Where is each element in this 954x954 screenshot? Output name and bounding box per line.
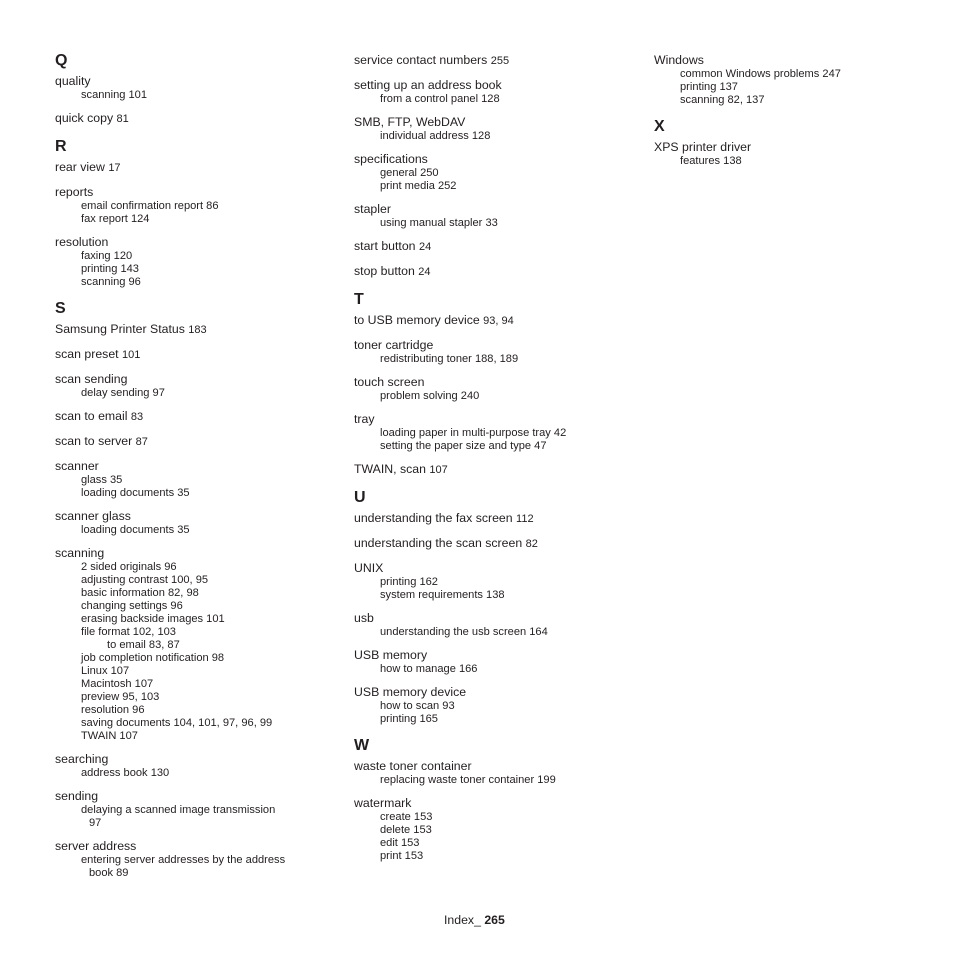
subentry-text: changing settings 96 xyxy=(81,600,183,612)
section-letter: X xyxy=(654,118,665,135)
index-term-line xyxy=(354,647,624,663)
index-term-line xyxy=(354,52,624,69)
index-term: stop button xyxy=(354,264,415,278)
page-ref: 24 xyxy=(418,266,431,278)
subentry-text: entering server addresses by the address xyxy=(81,854,286,866)
subentry-text: common Windows problems 247 xyxy=(680,68,841,80)
index-term: scan sending xyxy=(55,372,128,386)
index-term-line xyxy=(354,263,624,280)
index-term-line xyxy=(55,458,325,474)
index-term: watermark xyxy=(354,796,412,810)
page-ref: 183 xyxy=(188,324,207,336)
index-entry xyxy=(55,458,325,500)
subentry-text: loading documents 35 xyxy=(81,487,190,499)
index-entry xyxy=(354,647,624,676)
subentry-text: print media 252 xyxy=(380,180,457,192)
index-term-line xyxy=(354,77,624,93)
index-term-line xyxy=(55,545,325,561)
index-term: specifications xyxy=(354,152,428,166)
subentry-text: to email 83, 87 xyxy=(107,639,180,651)
index-subentry xyxy=(354,837,624,850)
index-term: start button xyxy=(354,239,416,253)
index-term: scan preset xyxy=(55,347,119,361)
index-entry xyxy=(55,371,325,400)
index-subentry xyxy=(354,576,624,589)
index-term: understanding the fax screen xyxy=(354,511,513,525)
subentry-text: printing 165 xyxy=(380,713,438,725)
index-term-line xyxy=(354,151,624,167)
footer-label: Index_ xyxy=(444,913,481,927)
index-term-line xyxy=(654,139,924,155)
subentry-text: loading documents 35 xyxy=(81,524,190,536)
index-subentry xyxy=(654,155,924,168)
index-term-line xyxy=(55,184,325,200)
subentry-text: 2 sided originals 96 xyxy=(81,561,177,573)
index-term: usb xyxy=(354,611,374,625)
index-entry xyxy=(55,184,325,226)
index-term: TWAIN, scan xyxy=(354,462,426,476)
page-ref: 17 xyxy=(108,162,121,174)
page-ref: 81 xyxy=(116,113,129,125)
index-entry xyxy=(55,346,325,363)
section-letter: U xyxy=(354,489,366,506)
index-term-line xyxy=(654,52,924,68)
index-term-line xyxy=(55,788,325,804)
subentry-text: fax report 124 xyxy=(81,213,150,225)
subentry-text: file format 102, 103 xyxy=(81,626,176,638)
index-subentry xyxy=(354,180,624,193)
index-subentry xyxy=(354,850,624,863)
index-term: sending xyxy=(55,789,99,803)
subentry-text: print 153 xyxy=(380,850,424,862)
index-term: scan to server xyxy=(55,434,133,448)
index-column-3 xyxy=(654,52,924,176)
index-term-line xyxy=(55,110,325,127)
index-entry xyxy=(354,684,624,726)
index-entry xyxy=(354,201,624,230)
index-subentry xyxy=(654,68,924,81)
subentry-text: address book 130 xyxy=(81,767,170,779)
page-ref: 87 xyxy=(135,436,148,448)
index-entry xyxy=(354,411,624,453)
subentry-text: Macintosh 107 xyxy=(81,678,154,690)
index-subentry xyxy=(654,94,924,107)
index-subentry xyxy=(354,217,624,230)
section-letter: S xyxy=(55,300,66,317)
index-entry xyxy=(55,433,325,450)
page-ref: 82 xyxy=(525,538,538,550)
section-letter: T xyxy=(354,291,364,308)
index-subentry xyxy=(55,804,325,830)
index-term: scanning xyxy=(55,546,105,560)
subentry-text: from a control panel 128 xyxy=(380,93,500,105)
index-subentry xyxy=(55,717,325,730)
index-term-line xyxy=(354,337,624,353)
index-subentry xyxy=(55,652,325,665)
index-entry xyxy=(354,52,624,69)
page-footer xyxy=(444,913,505,927)
subentry-text: replacing waste toner container 199 xyxy=(380,774,556,786)
subentry-text: erasing backside images 101 xyxy=(81,613,225,625)
subentry-text: saving documents 104, 101, 97, 96, 99 xyxy=(81,717,273,729)
index-term-line xyxy=(55,508,325,524)
page-ref: 101 xyxy=(122,349,141,361)
subentry-text: delay sending 97 xyxy=(81,387,165,399)
subentry-text: scanning 82, 137 xyxy=(680,94,765,106)
index-entry xyxy=(354,560,624,602)
index-term-line xyxy=(354,374,624,390)
index-entry xyxy=(354,461,624,478)
index-entry xyxy=(354,263,624,280)
index-term: waste toner container xyxy=(354,759,472,773)
index-entry xyxy=(354,610,624,639)
index-term: service contact numbers xyxy=(354,53,488,67)
index-subentry xyxy=(354,811,624,824)
index-entry xyxy=(55,508,325,537)
index-entry xyxy=(55,751,325,780)
page-ref: 107 xyxy=(429,464,448,476)
index-subentry xyxy=(354,427,624,440)
index-term-line xyxy=(55,408,325,425)
index-term-line xyxy=(354,411,624,427)
index-subentry xyxy=(55,587,325,600)
index-term: rear view xyxy=(55,160,105,174)
page-ref: 255 xyxy=(490,55,510,67)
subentry-text: printing 143 xyxy=(81,263,139,275)
index-entry xyxy=(354,758,624,787)
index-subentry xyxy=(354,93,624,106)
index-entry xyxy=(354,510,624,527)
index-term: to USB memory device xyxy=(354,313,480,327)
index-subentry xyxy=(354,824,624,837)
index-term: quality xyxy=(55,74,91,88)
index-entry xyxy=(55,408,325,425)
index-subentry xyxy=(354,663,624,676)
index-subentry xyxy=(354,440,624,453)
index-subentry xyxy=(654,81,924,94)
subentry-text: preview 95, 103 xyxy=(81,691,160,703)
index-entry xyxy=(354,151,624,193)
index-entry xyxy=(354,114,624,143)
index-subentry xyxy=(55,263,325,276)
index-entry xyxy=(55,159,325,176)
index-term: quick copy xyxy=(55,111,114,125)
index-term: Samsung Printer Status xyxy=(55,322,185,336)
index-term-line xyxy=(55,73,325,89)
subentry-text: adjusting contrast 100, 95 xyxy=(81,574,209,586)
index-term-line xyxy=(354,510,624,527)
index-subentry xyxy=(55,574,325,587)
index-entry xyxy=(55,321,325,338)
subentry-text: individual address 128 xyxy=(380,130,491,142)
index-entry xyxy=(55,73,325,102)
section-letter: R xyxy=(55,138,67,155)
index-term-line xyxy=(55,371,325,387)
index-term: setting up an address book xyxy=(354,78,502,92)
index-term: understanding the scan screen xyxy=(354,536,523,550)
index-subentry xyxy=(354,700,624,713)
index-subentry xyxy=(55,561,325,574)
subentry-text: how to scan 93 xyxy=(380,700,455,712)
index-subentry xyxy=(55,639,325,652)
index-term-line xyxy=(354,535,624,552)
index-term-line xyxy=(354,610,624,626)
index-term-line xyxy=(354,795,624,811)
subentry-text: faxing 120 xyxy=(81,250,133,262)
index-term-line xyxy=(354,560,624,576)
index-entry xyxy=(354,238,624,255)
index-term-line xyxy=(354,758,624,774)
index-entry xyxy=(354,535,624,552)
subentry-text: job completion notification 98 xyxy=(81,652,225,664)
index-entry xyxy=(55,788,325,830)
subentry-text: resolution 96 xyxy=(81,704,145,716)
subentry-continuation: 97 xyxy=(89,817,102,829)
index-entry xyxy=(55,110,325,127)
section-letter: W xyxy=(354,737,370,754)
subentry-continuation: book 89 xyxy=(89,867,129,879)
subentry-text: scanning 96 xyxy=(81,276,141,288)
index-term: searching xyxy=(55,752,109,766)
index-subentry xyxy=(55,387,325,400)
index-subentry xyxy=(55,200,325,213)
index-term-line xyxy=(55,751,325,767)
index-subentry xyxy=(55,691,325,704)
index-entry xyxy=(55,234,325,289)
index-term: server address xyxy=(55,839,137,853)
index-entry xyxy=(55,545,325,743)
index-term-line xyxy=(354,238,624,255)
subentry-text: delaying a scanned image transmission xyxy=(81,804,276,816)
index-subentry xyxy=(354,390,624,403)
index-subentry xyxy=(55,767,325,780)
index-term: stapler xyxy=(354,202,391,216)
subentry-text: delete 153 xyxy=(380,824,432,836)
index-term-line xyxy=(55,346,325,363)
index-term: scan to email xyxy=(55,409,128,423)
index-term: reports xyxy=(55,185,94,199)
index-term: tray xyxy=(354,412,375,426)
subentry-text: create 153 xyxy=(380,811,433,823)
index-entry xyxy=(654,52,924,107)
section-letter: Q xyxy=(55,52,68,69)
index-entry xyxy=(354,77,624,106)
index-subentry xyxy=(55,89,325,102)
index-term-line xyxy=(55,234,325,250)
page-number: 265 xyxy=(484,913,505,927)
subentry-text: scanning 101 xyxy=(81,89,147,101)
index-term: toner cartridge xyxy=(354,338,434,352)
subentry-text: printing 162 xyxy=(380,576,438,588)
index-column-2 xyxy=(354,52,624,871)
index-term-line xyxy=(55,433,325,450)
index-term: scanner xyxy=(55,459,99,473)
index-term: UNIX xyxy=(354,561,384,575)
subentry-text: edit 153 xyxy=(380,837,420,849)
subentry-text: glass 35 xyxy=(81,474,123,486)
index-subentry xyxy=(55,730,325,743)
index-term: Windows xyxy=(654,53,704,67)
index-term-line xyxy=(55,159,325,176)
index-entry xyxy=(354,795,624,863)
index-column-1 xyxy=(55,52,325,888)
index-term-line xyxy=(354,114,624,130)
index-subentry xyxy=(55,276,325,289)
index-term-line xyxy=(55,838,325,854)
subentry-text: redistributing toner 188, 189 xyxy=(380,353,519,365)
index-subentry xyxy=(55,524,325,537)
subentry-text: using manual stapler 33 xyxy=(380,217,498,229)
subentry-text: setting the paper size and type 47 xyxy=(380,440,547,452)
index-entry xyxy=(354,337,624,366)
index-term-line xyxy=(354,201,624,217)
index-subentry xyxy=(55,213,325,226)
index-subentry xyxy=(55,600,325,613)
index-subentry xyxy=(354,353,624,366)
index-subentry xyxy=(354,130,624,143)
index-entry xyxy=(354,312,624,329)
subentry-text: understanding the usb screen 164 xyxy=(380,626,548,638)
index-subentry xyxy=(55,626,325,639)
index-term-line xyxy=(354,684,624,700)
index-subentry xyxy=(354,589,624,602)
subentry-text: loading paper in multi-purpose tray 42 xyxy=(380,427,567,439)
subentry-text: system requirements 138 xyxy=(380,589,505,601)
page-ref: 24 xyxy=(418,241,432,253)
index-term: touch screen xyxy=(354,375,425,389)
index-subentry xyxy=(55,250,325,263)
index-term-line xyxy=(55,321,325,338)
subentry-text: how to manage 166 xyxy=(380,663,478,675)
subentry-text: general 250 xyxy=(380,167,439,179)
index-entry xyxy=(354,374,624,403)
index-subentry xyxy=(55,854,325,880)
index-term-line xyxy=(354,312,624,329)
page-ref: 83 xyxy=(130,411,144,423)
index-entry xyxy=(654,139,924,168)
index-subentry xyxy=(354,626,624,639)
subentry-text: printing 137 xyxy=(680,81,738,93)
index-subentry xyxy=(354,713,624,726)
index-subentry xyxy=(55,678,325,691)
subentry-text: problem solving 240 xyxy=(380,390,480,402)
index-term: SMB, FTP, WebDAV xyxy=(354,115,466,129)
index-term: scanner glass xyxy=(55,509,131,523)
index-subentry xyxy=(55,474,325,487)
subentry-text: email confirmation report 86 xyxy=(81,200,219,212)
page-ref: 93, 94 xyxy=(483,315,514,327)
subentry-text: Linux 107 xyxy=(81,665,130,677)
subentry-text: features 138 xyxy=(680,155,742,167)
subentry-text: TWAIN 107 xyxy=(81,730,138,742)
index-entry xyxy=(55,838,325,880)
index-subentry xyxy=(55,613,325,626)
page-ref: 112 xyxy=(516,513,534,525)
index-term: USB memory device xyxy=(354,685,467,699)
index-term-line xyxy=(354,461,624,478)
subentry-text: basic information 82, 98 xyxy=(81,587,199,599)
index-subentry xyxy=(55,704,325,717)
index-term: USB memory xyxy=(354,648,428,662)
index-term: resolution xyxy=(55,235,109,249)
index-term: XPS printer driver xyxy=(654,140,752,154)
index-subentry xyxy=(354,167,624,180)
index-subentry xyxy=(354,774,624,787)
index-subentry xyxy=(55,487,325,500)
index-subentry xyxy=(55,665,325,678)
